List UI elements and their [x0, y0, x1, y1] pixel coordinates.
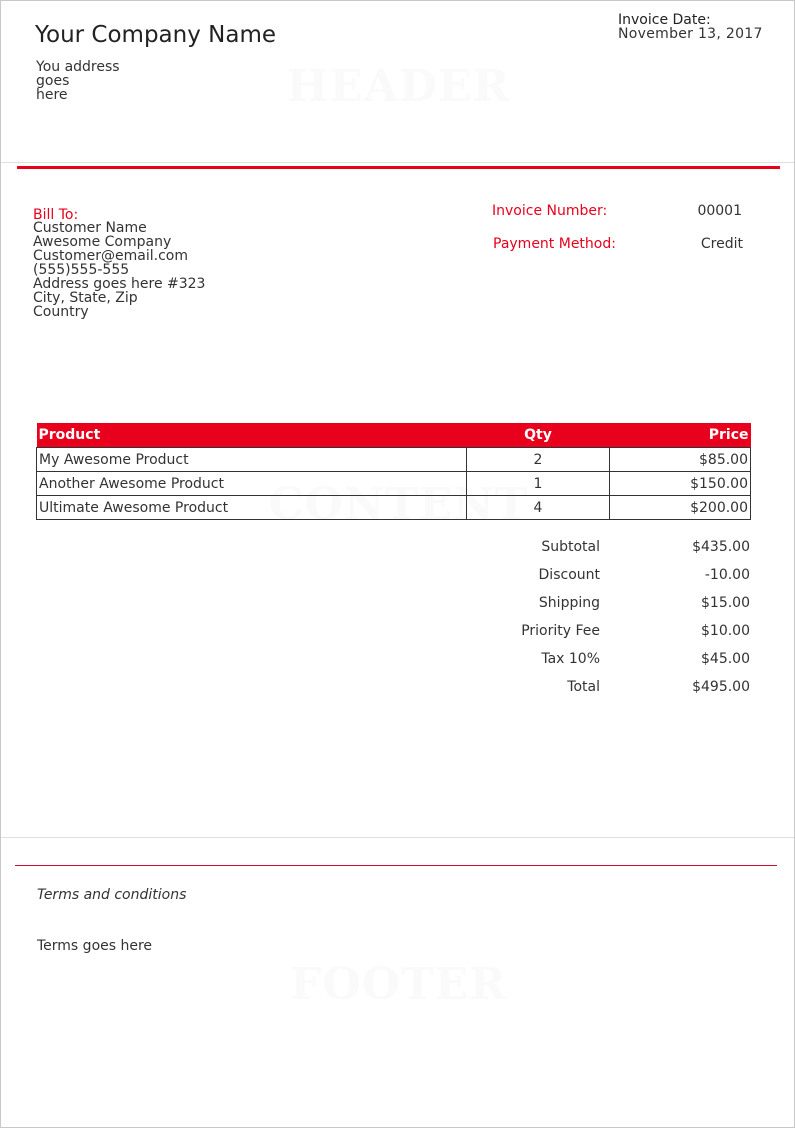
footer-divider	[1, 837, 794, 838]
discount-row	[401, 567, 750, 595]
shipping-label: Shipping	[538, 595, 600, 611]
priority-fee-value: $10.00	[701, 623, 750, 639]
shipping-value: $15.00	[701, 595, 750, 611]
table-header-row	[37, 423, 751, 448]
content-watermark: CONTENT	[268, 479, 529, 530]
line-items-table	[36, 423, 751, 520]
cell-product: My Awesome Product	[37, 448, 467, 472]
tax-row	[401, 651, 750, 679]
payment-method-value: Credit	[700, 236, 743, 252]
company-name: Your Company Name	[35, 22, 276, 48]
subtotal-label: Subtotal	[541, 539, 600, 555]
bill-to-label: Bill To:	[33, 207, 79, 223]
cell-price: $200.00	[610, 496, 751, 520]
priority-fee-row	[401, 623, 750, 651]
customer-email: Customer@email.com	[33, 248, 188, 264]
terms-body: Terms goes here	[37, 938, 153, 954]
tax-value: $45.00	[701, 651, 750, 667]
customer-address: Address goes here #323	[33, 276, 206, 292]
tax-label: Tax 10%	[541, 651, 600, 667]
address-line: here	[36, 87, 68, 103]
cell-qty: 2	[467, 448, 610, 472]
total-value: $495.00	[692, 679, 750, 695]
shipping-row	[401, 595, 750, 623]
priority-fee-label: Priority Fee	[521, 623, 600, 639]
footer-accent-rule	[15, 865, 777, 866]
discount-value: -10.00	[704, 567, 750, 583]
subtotal-row	[401, 539, 750, 567]
footer-watermark: FOOTER	[290, 959, 507, 1010]
subtotal-value: $435.00	[692, 539, 750, 555]
customer-country: Country	[33, 304, 89, 320]
table-row	[37, 472, 751, 496]
cell-qty: 1	[467, 472, 610, 496]
discount-label: Discount	[538, 567, 600, 583]
customer-phone: (555)555-555	[33, 262, 130, 278]
column-header-price: Price	[610, 423, 751, 448]
column-header-qty: Qty	[467, 423, 610, 448]
header-divider	[1, 162, 794, 163]
company-address	[36, 60, 120, 102]
customer-name: Customer Name	[33, 220, 147, 236]
total-label: Total	[567, 679, 600, 695]
table-row	[37, 448, 751, 472]
invoice-date-value: November 13, 2017	[618, 26, 763, 42]
table-row	[37, 496, 751, 520]
invoice-number-label: Invoice Number:	[492, 203, 608, 219]
cell-price: $150.00	[610, 472, 751, 496]
cell-product: Ultimate Awesome Product	[37, 496, 467, 520]
total-row	[401, 679, 750, 707]
invoice-date-label: Invoice Date:	[618, 12, 711, 28]
column-header-product: Product	[37, 423, 467, 448]
payment-method-label: Payment Method:	[493, 236, 616, 252]
cell-qty: 4	[467, 496, 610, 520]
header-watermark: HEADER	[286, 61, 511, 112]
terms-title: Terms and conditions	[37, 887, 187, 903]
cell-product: Another Awesome Product	[37, 472, 467, 496]
address-line: You address	[36, 59, 120, 75]
bill-to-block	[33, 221, 205, 319]
customer-company: Awesome Company	[33, 234, 172, 250]
cell-price: $85.00	[610, 448, 751, 472]
address-line: goes	[36, 73, 70, 89]
customer-city: City, State, Zip	[33, 290, 138, 306]
invoice-number-value: 00001	[697, 203, 742, 219]
accent-rule	[17, 166, 780, 169]
